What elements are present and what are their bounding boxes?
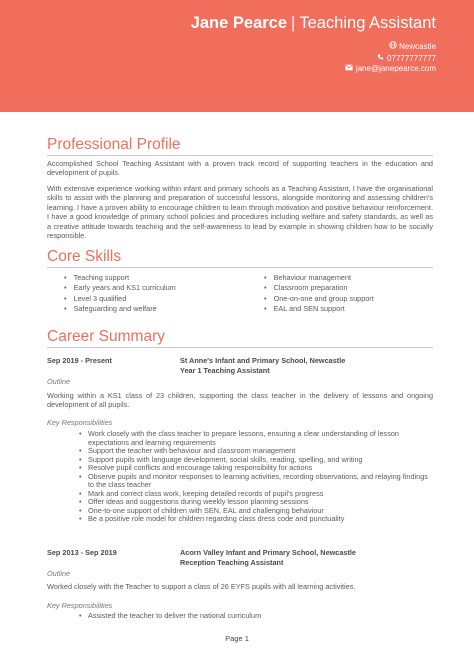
skill-item: • Teaching support: [64, 273, 176, 283]
responsibility-item: • Be a positive role model for children regarding class dress code and punctuality: [88, 515, 433, 524]
globe-icon: [388, 41, 397, 51]
outline-label: Outline: [47, 569, 71, 578]
skill-item: • Early years and KS1 curriculum: [64, 283, 176, 293]
phone-icon: [376, 53, 385, 63]
contact-location: [388, 41, 436, 51]
responsibility-item: • Work closely with the class teacher to prepare lessons, ensuring a clear understanding of lesson expectations and learning requirements: [88, 430, 433, 447]
responsibility-item: • One-to-one support of children with SEN, EAL and challenging behaviour: [88, 507, 433, 516]
location-text: Newcastle: [399, 42, 436, 51]
name-title: [191, 14, 436, 33]
responsibility-item: • Assisted the teacher to deliver the national curriculum: [88, 612, 433, 621]
responsibilities-list: [88, 612, 433, 621]
job-dates: Sep 2013 - Sep 2019: [47, 548, 117, 557]
skill-item: • One-on-one and group support: [264, 294, 374, 304]
profile-paragraph-2: With extensive experience working within infant and primary schools as a Teaching Assistant, I have the organisational skills to assist with the planning and preparation of successful lessons, alongside monitoring and assessing children's learning. I have a proven ability to encourage children to learn through motivation and positive behaviour reinforcement. I have a good knowledge of primary school policies and procedures including welfare and safety standards, as well as a creative attitude towards teaching and the self-awareness to lead by example in showing children how to be socially responsible.: [47, 184, 433, 241]
skill-item: • Classroom preparation: [264, 283, 374, 293]
responsibility-item: • Observe pupils and monitor responses to learning activities, recording observations, and relaying findings to the class teacher: [88, 473, 433, 490]
contact-phone: [376, 53, 436, 63]
contact-email: [345, 64, 436, 73]
outline-label: Outline: [47, 377, 71, 386]
skill-item: • EAL and SEN support: [264, 304, 374, 314]
responsibility-item: • Resolve pupil conflicts and encourage taking responsibility for actions: [88, 464, 433, 473]
title-separator: |: [291, 14, 296, 32]
profile-paragraph-1: Accomplished School Teaching Assistant with a proven track record of supporting teachers in the education and development of pupils.: [47, 159, 433, 178]
header-banner: [0, 0, 474, 112]
job-role: Year 1 Teaching Assistant: [180, 366, 270, 375]
responsibility-item: • Support the teacher with behaviour and classroom management: [88, 447, 433, 456]
section-heading-career: Career Summary: [47, 328, 433, 348]
section-heading-skills: Core Skills: [47, 248, 433, 268]
skill-item: • Behaviour management: [264, 273, 374, 283]
responsibilities-list: [88, 430, 433, 524]
responsibilities-label: Key Responsibilities: [47, 418, 113, 427]
section-heading-profile: Professional Profile: [47, 136, 433, 156]
job-role: Reception Teaching Assistant: [180, 558, 284, 567]
responsibility-item: • Mark and correct class work, keeping detailed records of pupil's progress: [88, 490, 433, 499]
job-employer: St Anne's Infant and Primary School, Newcastle: [180, 356, 346, 365]
job-outline: Working within a KS1 class of 23 children, supporting the class teacher in the delivery of lessons and ongoing development of all pupils.: [47, 391, 433, 410]
email-link[interactable]: jane@janepearce.com: [355, 64, 436, 73]
envelope-icon: [345, 64, 354, 73]
responsibility-item: • Support pupils with language development, social skills, reading, spelling, and writing: [88, 456, 433, 465]
job-employer: Acorn Valley Infant and Primary School, Newcastle: [180, 548, 356, 557]
phone-text: 07777777777: [387, 54, 436, 63]
skill-item: • Level 3 qualified: [64, 294, 176, 304]
candidate-name: Jane Pearce: [190, 14, 288, 32]
job-outline: Worked closely with the Teacher to support a class of 26 EYFS pupils with all learning activities.: [47, 582, 356, 591]
skill-item: • Safeguarding and welfare: [64, 304, 176, 314]
job-title: Teaching Assistant: [299, 14, 436, 32]
job-dates: Sep 2019 - Present: [47, 356, 112, 365]
responsibilities-label: Key Responsibilities: [47, 601, 113, 610]
responsibility-item: • Offer ideas and suggestions during weekly lesson planning sessions: [88, 498, 433, 507]
page-number: Page 1: [225, 634, 249, 643]
